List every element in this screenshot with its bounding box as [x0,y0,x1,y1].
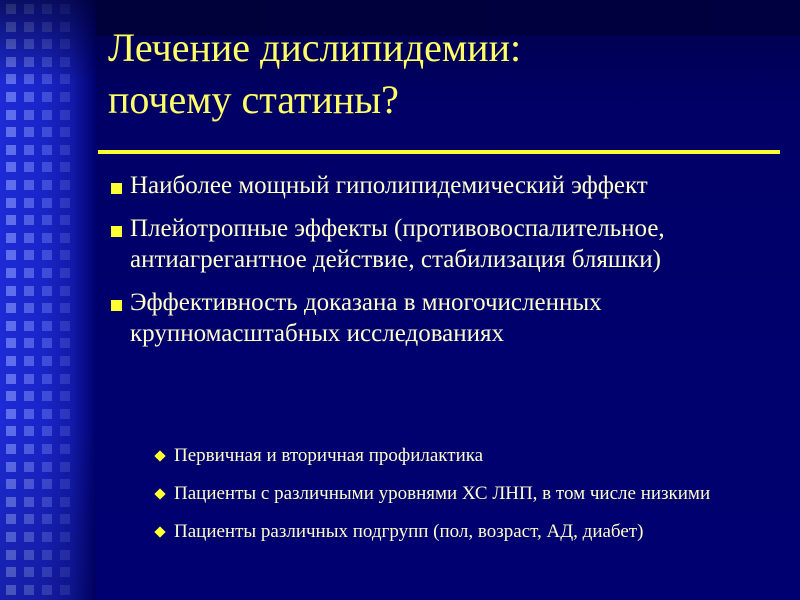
square-bullet-icon [111,183,122,194]
decorative-square [6,92,16,102]
decorative-square [24,391,34,401]
decorative-square [60,426,70,436]
decorative-square [24,585,34,595]
decorative-square [6,162,16,172]
decorative-square [6,268,16,278]
decorative-square [24,338,34,348]
decorative-square [60,250,70,260]
decorative-square [60,514,70,524]
decorative-square [42,39,52,49]
decorative-square [42,497,52,507]
decorative-square [6,585,16,595]
decorative-square [42,567,52,577]
decorative-square [24,286,34,296]
bullet-text: Эффективность доказана в многочисленных крупномасштабных исследованиях [130,289,602,347]
decorative-square [42,532,52,542]
decorative-square [42,250,52,260]
decorative-square [24,356,34,366]
decorative-square [24,497,34,507]
decorative-square [60,286,70,296]
decorative-square [24,180,34,190]
decorative-square [60,550,70,560]
decorative-square [42,356,52,366]
sub-bullet-item [154,482,754,505]
decorative-square [42,4,52,14]
decorative-square [42,426,52,436]
decorative-square [24,162,34,172]
decorative-square [6,321,16,331]
decorative-square [24,4,34,14]
decorative-square [42,215,52,225]
decorative-square [6,22,16,32]
decorative-square [42,145,52,155]
decorative-square [42,74,52,84]
decorative-square [24,57,34,67]
decorative-square [42,462,52,472]
decorative-square [6,391,16,401]
decorative-square [60,321,70,331]
decorative-square [6,303,16,313]
decorative-square [24,426,34,436]
decorative-square [6,409,16,419]
diamond-bullet-icon [154,526,165,537]
decorative-square [60,22,70,32]
bullet-item [108,213,768,275]
decorative-square [60,479,70,489]
decorative-square [60,215,70,225]
decorative-square [60,585,70,595]
decorative-square [42,162,52,172]
decorative-square [60,127,70,137]
decorative-square [60,532,70,542]
decorative-square [6,462,16,472]
decorative-square [6,110,16,120]
decorative-square [42,22,52,32]
decorative-square [42,444,52,454]
bullet-text: Плейотропные эффекты (противовоспалительное, антиагрегантное действие, стабилизация бляшки) [130,215,665,273]
decorative-square [6,74,16,84]
decorative-square [6,4,16,14]
decorative-square [6,567,16,577]
decorative-square [42,180,52,190]
decorative-square [60,268,70,278]
sub-bullet-item [154,444,754,467]
decorative-square [60,57,70,67]
decorative-square [60,567,70,577]
decorative-square [24,268,34,278]
decorative-square [42,338,52,348]
decorative-square [6,338,16,348]
decorative-square [24,567,34,577]
decorative-square [60,303,70,313]
sub-bullet-text: Первичная и вторичная профилактика [174,445,484,466]
decorative-square [60,391,70,401]
decorative-square [24,233,34,243]
decorative-square [6,479,16,489]
decorative-square [6,57,16,67]
decorative-square [60,198,70,208]
decorative-square [6,286,16,296]
decorative-square [42,321,52,331]
decorative-square [42,514,52,524]
decorative-square [24,462,34,472]
decorative-square [6,198,16,208]
decorative-square [24,92,34,102]
decorative-square [24,514,34,524]
decorative-square [42,233,52,243]
decorative-square [6,374,16,384]
decorative-square [6,514,16,524]
decorative-square [24,39,34,49]
decorative-square [60,145,70,155]
decorative-square [6,550,16,560]
decorative-square [24,215,34,225]
decorative-square [60,74,70,84]
decorative-square [6,233,16,243]
bullet-text: Наиболее мощный гиполипидемический эффект [130,172,648,199]
decorative-square [42,268,52,278]
decorative-square [24,74,34,84]
decorative-square [24,127,34,137]
decorative-square [60,462,70,472]
decorative-square [60,338,70,348]
sub-bullet-text: Пациенты различных подгрупп (пол, возраст, АД, диабет) [174,521,644,542]
decorative-square [60,497,70,507]
decorative-square [60,356,70,366]
decorative-square [42,198,52,208]
square-bullet-icon [111,226,122,237]
decorative-square [42,57,52,67]
decorative-square [42,479,52,489]
decorative-square [42,391,52,401]
decorative-square [42,409,52,419]
decorative-square [24,321,34,331]
decorative-square [42,92,52,102]
diamond-bullet-icon [154,488,165,499]
slide-title [108,22,768,126]
decorative-square [24,374,34,384]
decorative-square [24,532,34,542]
decorative-square [60,4,70,14]
decorative-square [6,39,16,49]
bullet-item [108,170,768,201]
sub-bullet-text: Пациенты с различными уровнями ХС ЛНП, в том числе низкими [174,483,711,504]
decorative-square [6,532,16,542]
decorative-square [42,550,52,560]
decorative-square [24,250,34,260]
decorative-square [60,162,70,172]
decorative-square [6,215,16,225]
decorative-square [24,145,34,155]
decorative-square [6,356,16,366]
title-underline [98,150,780,154]
decorative-square [6,180,16,190]
slide-title-line-2: почему статины? [108,77,399,122]
decorative-square [24,550,34,560]
decorative-square [42,303,52,313]
decorative-square [6,127,16,137]
decorative-square [60,92,70,102]
decorative-square [6,250,16,260]
decorative-square [6,145,16,155]
sub-bullet-list [154,444,754,558]
decorative-square [60,444,70,454]
decorative-square [24,303,34,313]
diamond-bullet-icon [154,450,165,461]
decorative-square [24,479,34,489]
decorative-square [42,585,52,595]
decorative-square [24,444,34,454]
decorative-square [60,39,70,49]
decorative-square [6,426,16,436]
decorative-square [24,198,34,208]
decorative-square [60,233,70,243]
decorative-square [60,110,70,120]
decorative-square [60,409,70,419]
sub-bullet-item [154,520,754,543]
square-bullet-icon [111,300,122,311]
bullet-item [108,287,768,349]
decorative-square [42,127,52,137]
decorative-side-strip [0,0,96,600]
slide-title-line-1: Лечение дислипидемии: [108,25,522,70]
decorative-square [60,180,70,190]
decorative-square [24,409,34,419]
decorative-square [42,374,52,384]
main-bullet-list [108,170,768,361]
decorative-square [60,374,70,384]
decorative-square [6,444,16,454]
decorative-square [42,110,52,120]
decorative-square [42,286,52,296]
decorative-square [24,110,34,120]
decorative-square [24,22,34,32]
decorative-square [6,497,16,507]
